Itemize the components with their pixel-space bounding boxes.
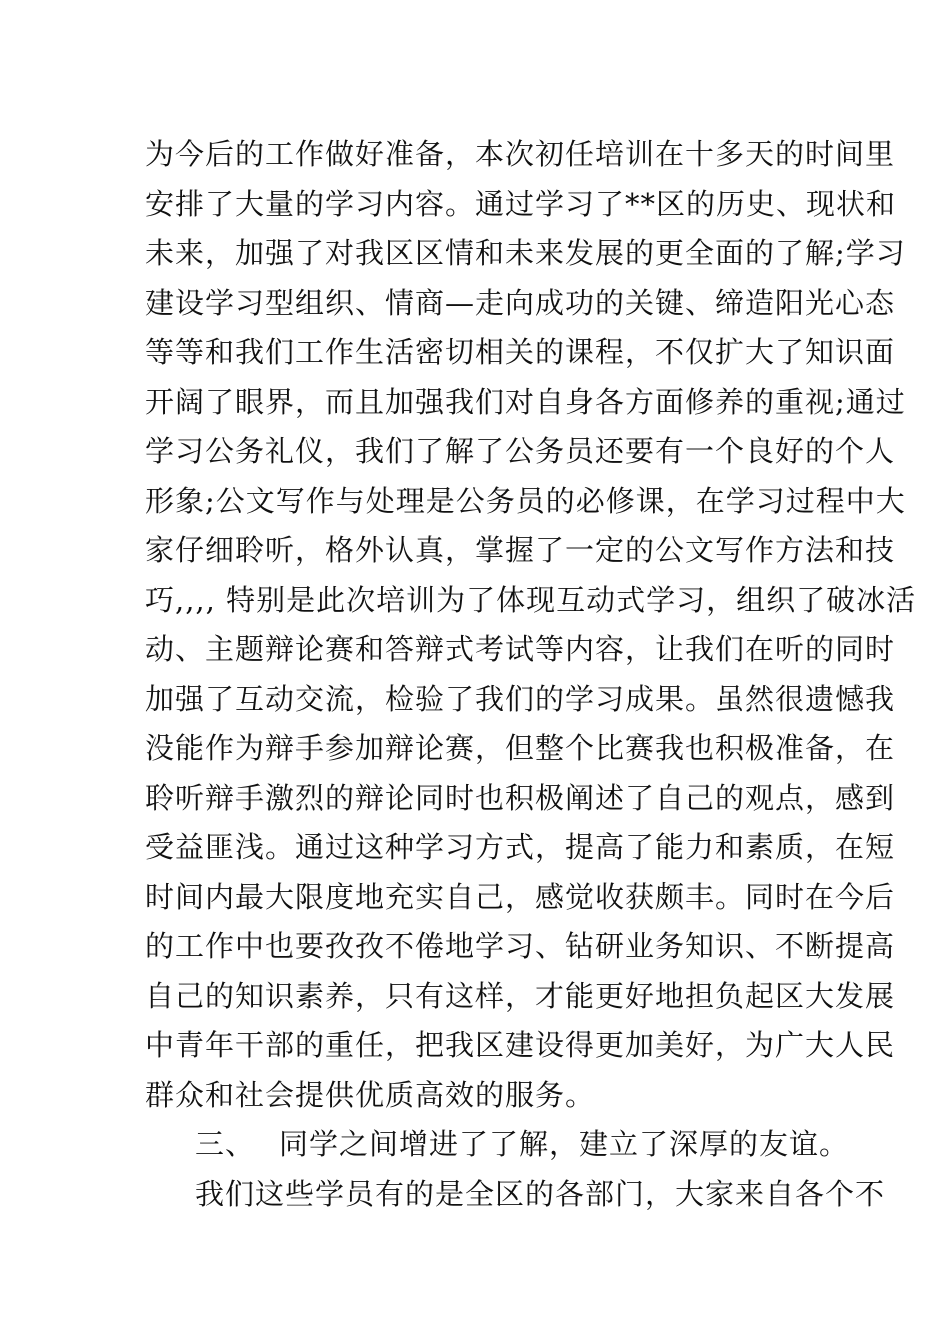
paragraph-line: 学习公务礼仪，我们了解了公务员还要有一个良好的个人 [145,434,896,468]
section-number: 三、 [195,1127,256,1161]
paragraph-line: 自己的知识素养，只有这样，才能更好地担负起区大发展 [145,978,896,1013]
paragraph-line: 时间内最大限度地充实自己，感觉收获颇丰。同时在今后 [145,879,896,914]
paragraph-training-content [145,130,917,1120]
paragraph-line: 家仔细聆听，格外认真，掌握了一定的公文写作方法和技 [145,533,896,567]
paragraph-line: 受益匪浅。通过这种学习方式，提高了能力和素质，在短 [145,830,896,864]
paragraph-line: 安排了大量的学习内容。通过学习了**区的历史、现状和 [145,186,897,221]
paragraph-line: 我们这些学员有的是全区的各部门，大家来自各个不 [195,1176,886,1211]
section-heading-text: 同学之间增进了了解，建立了深厚的友谊。 [279,1127,850,1161]
paragraph-line: 动、主题辩论赛和答辩式考试等内容，让我们在听的同时 [145,632,896,666]
paragraph-line: 群众和社会提供优质高效的服务。 [145,1077,596,1112]
paragraph-line: 巧,,,, 特别是此次培训为了体现互动式学习，组织了破冰活 [145,582,917,617]
paragraph-line: 加强了互动交流，检验了我们的学习成果。虽然很遗憾我 [145,681,896,716]
paragraph-line: 开阔了眼界，而且加强我们对自身各方面修养的重视;通过 [145,384,906,419]
paragraph-classmates [145,1170,886,1220]
paragraph-line: 形象;公文写作与处理是公务员的必修课，在学习过程中大 [145,483,906,518]
paragraph-line: 的工作中也要孜孜不倦地学习、钻研业务知识、不断提高 [145,929,896,963]
paragraph-line: 为今后的工作做好准备，本次初任培训在十多天的时间里 [145,137,896,171]
document-body [145,130,917,1219]
paragraph-line: 聆听辩手激烈的辩论同时也积极阐述了自己的观点，感到 [145,780,896,815]
section-heading [145,1120,850,1170]
paragraph-line: 建设学习型组织、情商—走向成功的关键、缔造阳光心态 [145,285,896,320]
paragraph-line: 未来，加强了对我区区情和未来发展的更全面的了解;学习 [145,236,906,270]
paragraph-line: 中青年干部的重任，把我区建设得更加美好，为广大人民 [145,1028,896,1062]
paragraph-line: 等等和我们工作生活密切相关的课程，不仅扩大了知识面 [145,335,896,369]
paragraph-line: 没能作为辩手参加辩论赛，但整个比赛我也积极准备，在 [145,731,896,765]
